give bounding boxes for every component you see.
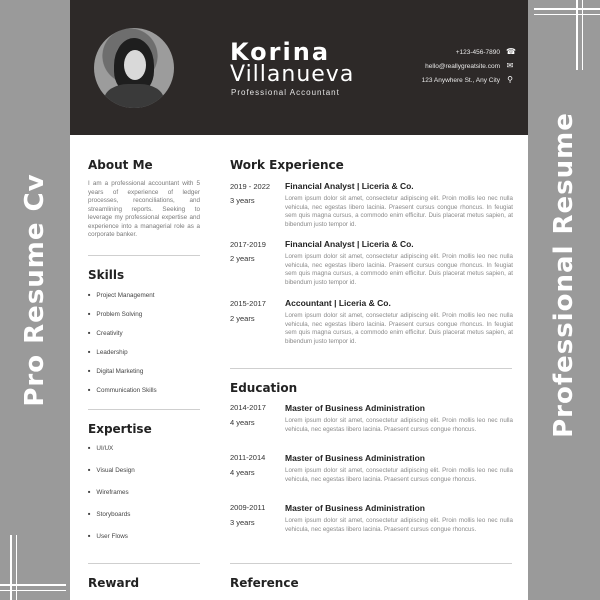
first-name: Korina — [230, 38, 331, 66]
work-dates: 2017-2019 — [230, 240, 266, 249]
expertise-item: ■ UI/UX — [88, 445, 113, 452]
edu-description: Lorem ipsum dolor sit amet, consectetur adipiscing elit. Proin mollis leo nec nulla vehicula, nec egestas libero lacinia. Praesent cursus congue rhoncus. — [285, 467, 513, 483]
work-title: Financial Analyst | Liceria & Co. — [285, 239, 414, 249]
expertise-item: ■ Visual Design — [88, 467, 135, 474]
expertise-item: ■ Wireframes — [88, 489, 129, 496]
work-description: Lorem ipsum dolor sit amet, consectetur adipiscing elit. Proin mollis leo nec nulla vehicula, nec egestas libero lacinia. Praesent cursus congue rhoncus. In feugiat sem quis magna cursus, a commodo enim efficitur. Duis placerat metus sapien, at bibendum justo tempor id. — [285, 312, 513, 345]
expertise-item: ■ Storyboards — [88, 511, 130, 518]
edu-description: Lorem ipsum dolor sit amet, consectetur adipiscing elit. Proin mollis leo nec nulla vehicula, nec egestas libero lacinia. Praesent cursus congue rhoncus. — [285, 517, 513, 533]
deco-line — [534, 8, 600, 10]
email-text: hello@reallygreatsite.com — [425, 62, 500, 70]
edu-title: Master of Business Administration — [285, 503, 425, 513]
about-heading: About Me — [88, 158, 153, 172]
right-side-banner — [528, 0, 600, 600]
skills-heading: Skills — [88, 268, 125, 282]
skill-item: ■ Creativity — [88, 330, 123, 337]
job-role: Professional Accountant — [231, 88, 340, 97]
work-dates: 2015-2017 — [230, 299, 266, 308]
skill-item: ■ Problem Solving — [88, 311, 142, 318]
skill-item: ■ Leadership — [88, 349, 128, 356]
phone-text: +123-456-7890 — [455, 48, 500, 56]
divider — [88, 255, 200, 256]
about-text: I am a professional accountant with 5 years of experience of ledger processes, reconciliations, and streamlining reports. Seeking to leverage my professional expertise and experience into a managerial role as a corporate banker. — [88, 180, 200, 238]
work-title: Financial Analyst | Liceria & Co. — [285, 181, 414, 191]
contact-phone — [456, 48, 514, 56]
edu-years: 4 years — [230, 418, 255, 427]
expertise-item: ■ User Flows — [88, 533, 128, 540]
left-side-banner — [0, 0, 70, 600]
education-heading: Education — [230, 381, 298, 395]
deco-line — [576, 0, 578, 70]
right-side-text: Professional Resume — [549, 112, 579, 438]
work-years: 2 years — [230, 254, 255, 263]
divider — [88, 563, 200, 564]
edu-dates: 2009-2011 — [230, 503, 266, 512]
address-text: 123 Anywhere St., Any City — [421, 76, 500, 84]
work-description: Lorem ipsum dolor sit amet, consectetur adipiscing elit. Proin mollis leo nec nulla vehicula, nec egestas libero lacinia. Praesent cursus congue rhoncus. In feugiat sem quis magna cursus, a commodo enim efficitur. Duis placerat metus sapien, at bibendum justo tempor id. — [285, 253, 513, 286]
resume-page — [70, 0, 528, 600]
edu-years: 4 years — [230, 468, 255, 477]
skill-item: ■ Digital Marketing — [88, 368, 143, 375]
deco-line — [582, 0, 583, 70]
mail-icon: ✉ — [506, 61, 514, 70]
left-side-text: Pro Resume Cv — [20, 173, 50, 407]
contact-email — [425, 62, 514, 70]
deco-line — [0, 590, 66, 591]
deco-line — [0, 584, 66, 586]
phone-icon: ☎ — [506, 47, 516, 56]
work-years: 2 years — [230, 314, 255, 323]
edu-dates: 2014-2017 — [230, 403, 266, 412]
work-dates: 2019 - 2022 — [230, 182, 271, 191]
edu-title: Master of Business Administration — [285, 403, 425, 413]
reward-heading: Reward — [88, 576, 140, 590]
work-heading: Work Experience — [230, 158, 344, 172]
edu-dates: 2011-2014 — [230, 453, 266, 462]
profile-photo — [94, 28, 174, 108]
deco-line — [534, 14, 600, 15]
resume-header — [70, 0, 528, 135]
divider — [230, 563, 512, 564]
edu-title: Master of Business Administration — [285, 453, 425, 463]
skill-item: ■ Project Management — [88, 292, 155, 299]
divider — [88, 409, 200, 410]
work-title: Accountant | Liceria & Co. — [285, 298, 391, 308]
work-description: Lorem ipsum dolor sit amet, consectetur adipiscing elit. Proin mollis leo nec nulla vehicula, nec egestas libero lacinia. Praesent cursus congue rhoncus. In feugiat sem quis magna cursus, a commodo enim efficitur. Duis placerat metus sapien, at bibendum justo tempor id. — [285, 195, 513, 228]
skill-item: ■ Communication Skills — [88, 387, 157, 394]
location-pin-icon: ⚲ — [507, 75, 513, 84]
expertise-heading: Expertise — [88, 422, 152, 436]
last-name: Villanueva — [230, 62, 355, 87]
contact-address — [422, 76, 514, 84]
divider — [230, 368, 512, 369]
edu-years: 3 years — [230, 518, 255, 527]
work-years: 3 years — [230, 196, 255, 205]
edu-description: Lorem ipsum dolor sit amet, consectetur adipiscing elit. Proin mollis leo nec nulla vehicula, nec egestas libero lacinia. Praesent cursus congue rhoncus. — [285, 417, 513, 433]
reference-heading: Reference — [230, 576, 299, 590]
